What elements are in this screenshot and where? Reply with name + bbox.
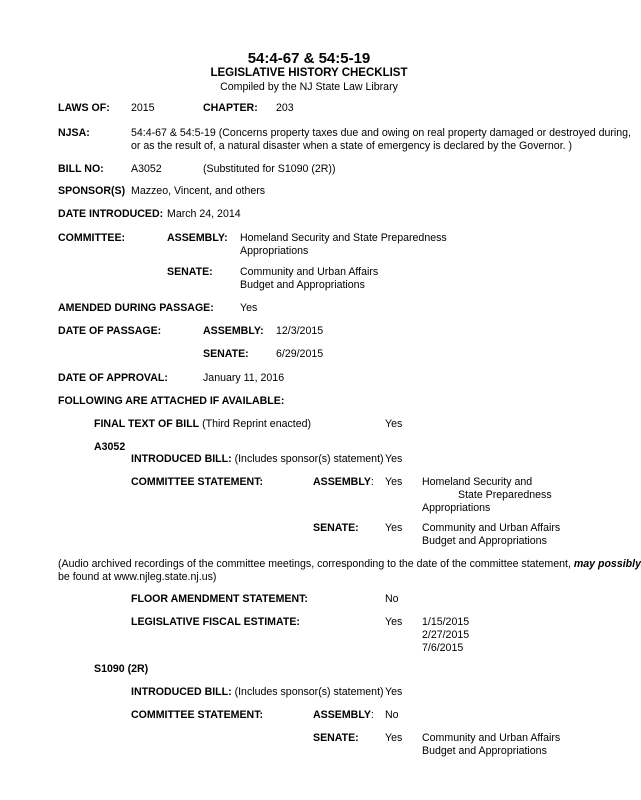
fiscal-estimate-date2: 2/27/2015 [422,629,470,641]
a3052-assembly-committee-line2: State Preparedness [458,489,552,501]
a3052-assembly-colon: : [370,476,374,488]
document-subtitle: LEGISLATIVE HISTORY CHECKLIST [210,67,408,79]
passage-senate-value: 6/29/2015 [276,348,324,360]
passage-senate-label: SENATE: [203,348,249,360]
chapter-value: 203 [276,102,294,114]
floor-amendment-value: No [385,593,399,605]
fiscal-estimate-label: LEGISLATIVE FISCAL ESTIMATE: [131,616,300,628]
sponsors-value: Mazzeo, Vincent, and others [131,185,266,197]
a3052-introduced-value: Yes [385,453,403,465]
committee-senate-line1: Community and Urban Affairs [240,266,379,278]
date-introduced-label: DATE INTRODUCED: [58,208,164,220]
njsa-text-line1: 54:4-67 & 54:5-19 (Concerns property taxes due and owing on real property damaged or destroyed during, [131,127,631,139]
s1090-assembly-label: ASSEMBLY [313,709,371,721]
a3052-heading: A3052 [94,441,126,453]
attached-heading: FOLLOWING ARE ATTACHED IF AVAILABLE: [58,395,285,407]
date-of-approval-value: January 11, 2016 [203,372,285,384]
a3052-assembly-committee-line3: Appropriations [422,502,491,514]
audio-note-text: (Audio archived recordings of the committee meetings, corresponding to the date of the committee statement, [58,558,574,570]
fiscal-estimate-date1: 1/15/2015 [422,616,470,628]
committee-label: COMMITTEE: [58,232,126,244]
bill-no-value: A3052 [131,163,162,175]
fiscal-estimate-value: Yes [385,616,403,628]
a3052-introduced-label: INTRODUCED BILL: [131,453,232,465]
a3052-assembly-label: ASSEMBLY [313,476,371,488]
a3052-senate-value: Yes [385,522,403,534]
committee-senate-label: SENATE: [167,266,213,278]
s1090-heading: S1090 (2R) [94,663,149,675]
s1090-assembly-row [313,709,374,722]
a3052-senate-label: SENATE: [313,522,359,534]
njsa-text-line2: or as the result of, a natural disaster when a state of emergency is declared by the Governor. ) [131,140,573,152]
audio-note-line1 [58,558,641,571]
laws-of-label: LAWS OF: [58,102,110,114]
amended-label: AMENDED DURING PASSAGE: [58,302,214,314]
date-of-passage-label: DATE OF PASSAGE: [58,325,162,337]
a3052-introduced-row [131,453,384,466]
amended-value: Yes [240,302,258,314]
committee-senate-line2: Budget and Appropriations [240,279,365,291]
chapter-label: CHAPTER: [203,102,258,114]
committee-assembly-line2: Appropriations [240,245,309,257]
a3052-assembly-row [313,476,374,489]
s1090-senate-label: SENATE: [313,732,359,744]
njsa-label: NJSA: [58,127,90,139]
audio-note-emphasis: may possibly [573,558,641,570]
s1090-committee-label: COMMITTEE STATEMENT: [131,709,264,721]
audio-note-line2: be found at www.njleg.state.nj.us) [58,571,217,583]
a3052-introduced-note: (Includes sponsor(s) statement) [231,453,384,465]
s1090-introduced-label: INTRODUCED BILL: [131,686,232,698]
compiled-by: Compiled by the NJ State Law Library [220,81,398,93]
final-text-row [94,418,311,431]
final-text-value: Yes [385,418,403,430]
s1090-senate-committee-line2: Budget and Appropriations [422,745,547,757]
s1090-assembly-value: No [385,709,399,721]
final-text-note: (Third Reprint enacted) [199,418,312,430]
passage-assembly-label: ASSEMBLY: [203,325,264,337]
s1090-introduced-note: (Includes sponsor(s) statement) [231,686,384,698]
date-of-approval-label: DATE OF APPROVAL: [58,372,168,384]
a3052-assembly-committee-line1: Homeland Security and [422,476,533,488]
final-text-label: FINAL TEXT OF BILL [94,418,200,430]
s1090-assembly-colon: : [370,709,374,721]
a3052-senate-committee-line2: Budget and Appropriations [422,535,547,547]
a3052-assembly-value: Yes [385,476,403,488]
sponsors-label: SPONSOR(S) [58,185,126,197]
s1090-introduced-row [131,686,384,699]
page-title: 54:4-67 & 54:5-19 [247,50,371,67]
date-introduced-value: March 24, 2014 [167,208,241,220]
s1090-introduced-value: Yes [385,686,403,698]
floor-amendment-label: FLOOR AMENDMENT STATEMENT: [131,593,308,605]
committee-assembly-line1: Homeland Security and State Preparedness [240,232,447,244]
committee-assembly-label: ASSEMBLY: [167,232,228,244]
bill-no-label: BILL NO: [58,163,104,175]
a3052-committee-label: COMMITTEE STATEMENT: [131,476,264,488]
passage-assembly-value: 12/3/2015 [276,325,324,337]
laws-of-value: 2015 [131,102,155,114]
s1090-senate-committee-line1: Community and Urban Affairs [422,732,561,744]
a3052-senate-committee-line1: Community and Urban Affairs [422,522,561,534]
fiscal-estimate-date3: 7/6/2015 [422,642,464,654]
s1090-senate-value: Yes [385,732,403,744]
bill-substitution-note: (Substituted for S1090 (2R)) [203,163,336,175]
